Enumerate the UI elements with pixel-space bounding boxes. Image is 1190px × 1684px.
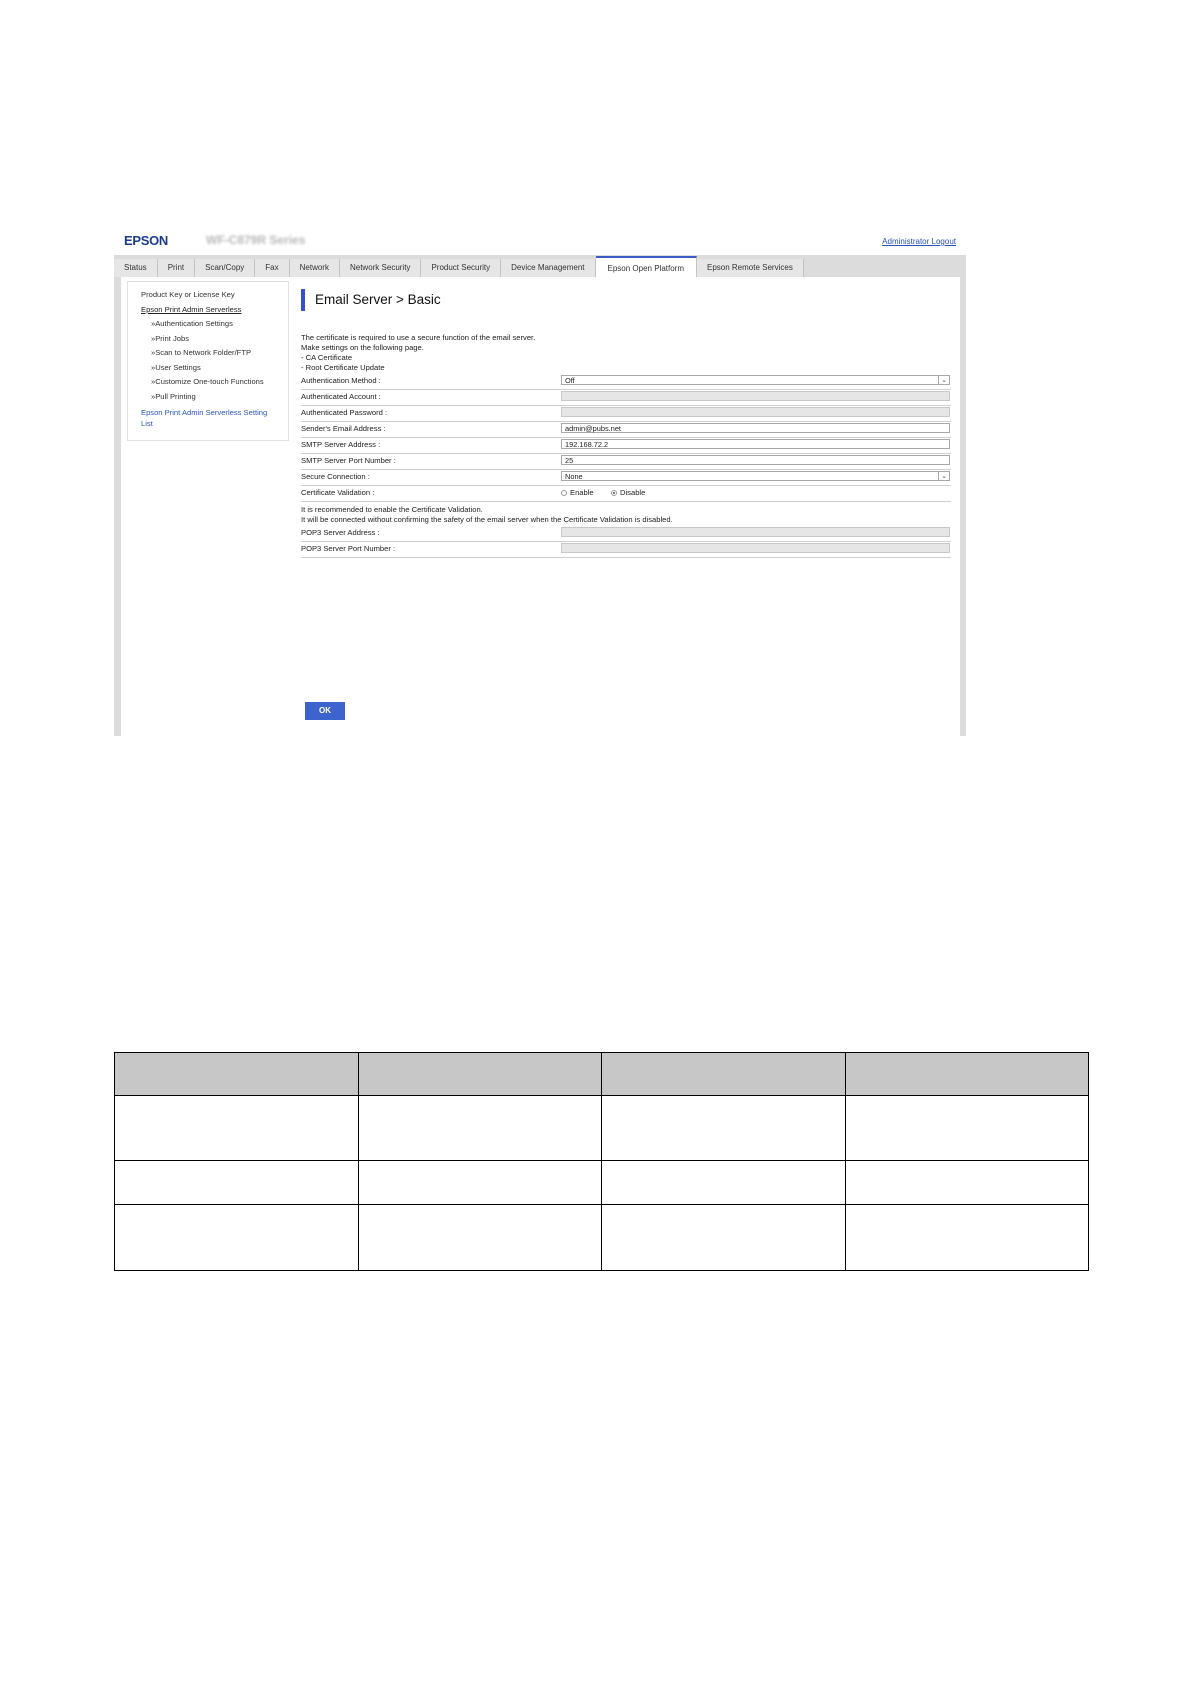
table-header-cell (115, 1053, 359, 1096)
cert-warning: It will be connected without confirming the safety of the email server when the Certificate Validation is disabled. (301, 515, 673, 524)
cert-note: The certificate is required to use a secure function of the email server. (301, 333, 536, 342)
sidebar-item-customize-one-touch[interactable]: »Customize One-touch Functions (151, 377, 264, 386)
auth-method-label: Authentication Method : (301, 376, 381, 385)
row-secure-connection (301, 469, 951, 486)
tab-product-security[interactable]: Product Security (421, 259, 501, 277)
cert-validation-label: Certificate Validation : (301, 488, 375, 497)
model-name: WF-C879R Series (206, 233, 306, 247)
table-row (115, 1161, 1089, 1205)
enable-label: Enable (570, 488, 594, 497)
table-cell (115, 1096, 359, 1161)
table-cell (358, 1096, 602, 1161)
empty-table (114, 1052, 1089, 1271)
header-bar (114, 230, 966, 254)
cert-validation-enable-radio[interactable] (561, 488, 594, 497)
radio-icon (561, 490, 567, 496)
tab-network[interactable]: Network (290, 259, 340, 277)
tab-bar (114, 255, 966, 277)
table-cell (602, 1205, 846, 1271)
tab-status[interactable]: Status (114, 259, 158, 277)
row-cert-validation (301, 485, 951, 502)
table-header-row (115, 1053, 1089, 1096)
row-pop3-address (301, 525, 951, 542)
screenshot (114, 230, 966, 736)
auth-method-value: Off (565, 376, 575, 385)
cert-validation-disable-radio[interactable] (611, 488, 645, 497)
table-cell (115, 1161, 359, 1205)
ok-button[interactable]: OK (305, 702, 345, 720)
smtp-port-input[interactable]: 25 (561, 455, 950, 465)
sidebar-item-authentication-settings[interactable]: »Authentication Settings (151, 319, 233, 328)
row-auth-password (301, 405, 951, 422)
table-cell (358, 1205, 602, 1271)
table-cell (115, 1205, 359, 1271)
tab-device-management[interactable]: Device Management (501, 259, 595, 277)
tab-epson-remote-services[interactable]: Epson Remote Services (697, 259, 804, 277)
table-cell (602, 1161, 846, 1205)
epson-logo: EPSON (124, 233, 169, 248)
smtp-address-label: SMTP Server Address : (301, 440, 381, 449)
table-row (115, 1096, 1089, 1161)
sender-email-label: Sender's Email Address : (301, 424, 386, 433)
row-pop3-port (301, 541, 951, 558)
disable-label: Disable (620, 488, 646, 497)
pop3-address-label: POP3 Server Address : (301, 528, 380, 537)
secure-connection-label: Secure Connection : (301, 472, 370, 481)
table-cell (845, 1205, 1089, 1271)
chevron-down-icon: ⌄ (941, 377, 947, 384)
row-auth-method (301, 373, 951, 390)
row-sender-email (301, 421, 951, 438)
smtp-port-label: SMTP Server Port Number : (301, 456, 396, 465)
row-auth-account (301, 389, 951, 406)
cert-note: Make settings on the following page. (301, 343, 424, 352)
sidebar-item-setting-list-cont[interactable]: List (141, 419, 153, 428)
auth-password-label: Authenticated Password : (301, 408, 388, 417)
pop3-address-input[interactable] (561, 527, 950, 537)
auth-account-label: Authenticated Account : (301, 392, 381, 401)
sidebar-item-scan-to-network-folder[interactable]: »Scan to Network Folder/FTP (151, 348, 252, 357)
row-smtp-address (301, 437, 951, 454)
cert-warning: It is recommended to enable the Certificate Validation. (301, 505, 483, 514)
tab-epson-open-platform[interactable]: Epson Open Platform (596, 256, 697, 277)
tab-print[interactable]: Print (158, 259, 195, 277)
content-panel (121, 277, 960, 736)
cert-note-root: - Root Certificate Update (301, 363, 385, 372)
secure-connection-select[interactable] (561, 471, 950, 481)
chevron-down-icon: ⌄ (941, 473, 947, 480)
table-cell (602, 1096, 846, 1161)
radio-selected-icon (611, 490, 617, 496)
auth-account-input[interactable] (561, 391, 950, 401)
sidebar-item-print-jobs[interactable]: »Print Jobs (151, 334, 189, 343)
table-cell (358, 1161, 602, 1205)
tab-scan-copy[interactable]: Scan/Copy (195, 259, 255, 277)
sidebar-item-product-key[interactable]: Product Key or License Key (141, 290, 235, 299)
main-frame (114, 255, 966, 736)
table-cell (845, 1161, 1089, 1205)
sidebar-item-user-settings[interactable]: »User Settings (151, 363, 201, 372)
sidebar (127, 281, 289, 441)
auth-method-select[interactable] (561, 375, 950, 385)
cert-note-ca: - CA Certificate (301, 353, 353, 362)
sidebar-item-setting-list[interactable]: Epson Print Admin Serverless Setting (141, 408, 268, 417)
admin-logout-link[interactable]: Administrator Logout (882, 237, 956, 246)
sender-email-input[interactable]: admin@pubs.net (561, 423, 950, 433)
tab-fax[interactable]: Fax (255, 259, 289, 277)
table-header-cell (845, 1053, 1089, 1096)
pop3-port-input[interactable] (561, 543, 950, 553)
auth-password-input[interactable] (561, 407, 950, 417)
page-title: Email Server > Basic (301, 289, 441, 311)
pop3-port-label: POP3 Server Port Number : (301, 544, 396, 553)
row-smtp-port (301, 453, 951, 470)
table-header-cell (602, 1053, 846, 1096)
smtp-address-input[interactable]: 192.168.72.2 (561, 439, 950, 449)
tab-network-security[interactable]: Network Security (340, 259, 421, 277)
table-cell (845, 1096, 1089, 1161)
sidebar-item-pull-printing[interactable]: »Pull Printing (151, 392, 196, 401)
table-header-cell (358, 1053, 602, 1096)
table-row (115, 1205, 1089, 1271)
secure-connection-value: None (565, 472, 583, 481)
main-content (301, 287, 951, 727)
sidebar-section-serverless[interactable]: Epson Print Admin Serverless (141, 305, 242, 314)
